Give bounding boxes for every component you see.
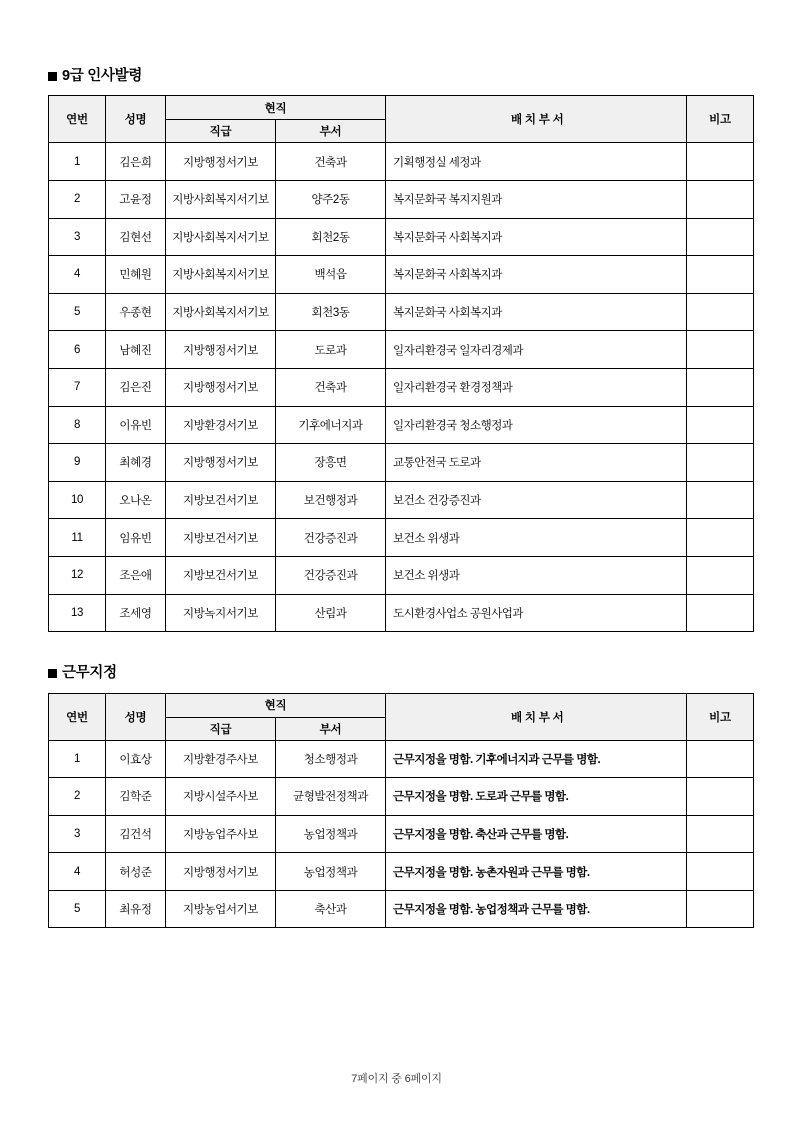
cell-dept: 농업정책과 [276,815,386,853]
cell-dept: 회천2동 [276,218,386,256]
table-row [49,293,754,331]
cell-no: 13 [49,594,106,632]
cell-name: 최유정 [106,890,166,928]
cell-rank: 지방환경주사보 [166,740,276,778]
cell-dept: 양주2동 [276,180,386,218]
cell-dept: 장흥면 [276,444,386,482]
cell-note [687,331,754,369]
cell-no: 10 [49,481,106,519]
cell-note [687,890,754,928]
cell-rank: 지방행정서기보 [166,444,276,482]
cell-placement: 근무지정을 명함. 도로과 근무를 명함. [386,778,687,816]
cell-rank: 지방사회복지서기보 [166,218,276,256]
column-header-note: 비고 [687,693,754,740]
cell-dept: 청소행정과 [276,740,386,778]
cell-placement: 복지문화국 복지지원과 [386,180,687,218]
cell-rank: 지방사회복지서기보 [166,180,276,218]
cell-note [687,778,754,816]
column-header-placement: 배 치 부 서 [386,693,687,740]
cell-rank: 지방행정서기보 [166,853,276,891]
cell-dept: 보건행정과 [276,481,386,519]
cell-name: 오나온 [106,481,166,519]
cell-note [687,815,754,853]
table-row [49,180,754,218]
cell-dept: 축산과 [276,890,386,928]
cell-no: 7 [49,368,106,406]
cell-placement: 보건소 위생과 [386,556,687,594]
cell-no: 12 [49,556,106,594]
column-header-note: 비고 [687,96,754,143]
cell-no: 4 [49,256,106,294]
cell-placement: 근무지정을 명함. 농촌자원과 근무를 명함. [386,853,687,891]
cell-no: 6 [49,331,106,369]
column-header-no: 연번 [49,693,106,740]
cell-name: 김은진 [106,368,166,406]
cell-placement: 근무지정을 명함. 농업정책과 근무를 명함. [386,890,687,928]
cell-rank: 지방농업주사보 [166,815,276,853]
cell-note [687,481,754,519]
table-row [49,143,754,181]
cell-rank: 지방보건서기보 [166,556,276,594]
section-heading [48,665,753,682]
table-row [49,815,754,853]
table-row [49,740,754,778]
section-title-text: 9급 인사발령 [62,68,143,84]
cell-name: 이유빈 [106,406,166,444]
square-bullet-icon [48,72,57,81]
column-header-rank: 직급 [166,120,276,143]
cell-rank: 지방보건서기보 [166,519,276,557]
table-body-2 [49,740,754,928]
cell-dept: 건강증진과 [276,519,386,557]
cell-placement: 기획행정실 세정과 [386,143,687,181]
cell-rank: 지방환경서기보 [166,406,276,444]
cell-name: 임유빈 [106,519,166,557]
column-header-name: 성명 [106,96,166,143]
cell-note [687,368,754,406]
table-row [49,406,754,444]
section-title-text: 근무지정 [62,665,117,682]
cell-placement: 복지문화국 사회복지과 [386,293,687,331]
cell-dept: 균형발전정책과 [276,778,386,816]
appointment-table-2 [48,693,754,929]
table-row [49,778,754,816]
cell-note [687,293,754,331]
cell-note [687,256,754,294]
cell-rank: 지방시설주사보 [166,778,276,816]
table-row [49,853,754,891]
table-row [49,519,754,557]
cell-placement: 교통안전국 도로과 [386,444,687,482]
cell-note [687,444,754,482]
cell-name: 이효상 [106,740,166,778]
cell-dept: 농업정책과 [276,853,386,891]
cell-name: 김건석 [106,815,166,853]
cell-no: 2 [49,778,106,816]
column-header-current: 현직 [166,693,386,717]
section-근무지정 [48,665,753,928]
cell-note [687,556,754,594]
column-header-no: 연번 [49,96,106,143]
cell-no: 11 [49,519,106,557]
cell-placement: 일자리환경국 청소행정과 [386,406,687,444]
cell-placement: 일자리환경국 일자리경제과 [386,331,687,369]
table-row [49,331,754,369]
cell-dept: 백석읍 [276,256,386,294]
cell-note [687,853,754,891]
cell-no: 1 [49,740,106,778]
column-header-dept: 부서 [276,120,386,143]
table-body-1 [49,143,754,632]
page-footer: 7페이지 중 6페이지 [351,1073,442,1085]
cell-name: 김학준 [106,778,166,816]
cell-no: 8 [49,406,106,444]
table-row [49,556,754,594]
cell-rank: 지방녹지서기보 [166,594,276,632]
cell-rank: 지방행정서기보 [166,331,276,369]
table-row [49,481,754,519]
cell-dept: 기후에너지과 [276,406,386,444]
cell-no: 3 [49,218,106,256]
cell-dept: 건강증진과 [276,556,386,594]
cell-name: 허성준 [106,853,166,891]
table-row [49,890,754,928]
table-row [49,218,754,256]
document-content [48,68,753,928]
cell-name: 고윤정 [106,180,166,218]
cell-no: 1 [49,143,106,181]
table-row [49,368,754,406]
cell-dept: 회천3동 [276,293,386,331]
cell-no: 9 [49,444,106,482]
cell-name: 김은희 [106,143,166,181]
cell-note [687,143,754,181]
column-header-dept: 부서 [276,717,386,740]
section-heading [48,68,753,85]
cell-rank: 지방사회복지서기보 [166,256,276,294]
cell-note [687,740,754,778]
cell-name: 조세영 [106,594,166,632]
cell-name: 최혜경 [106,444,166,482]
cell-no: 5 [49,890,106,928]
cell-dept: 건축과 [276,143,386,181]
cell-no: 4 [49,853,106,891]
appointment-table-1 [48,95,754,632]
cell-note [687,180,754,218]
table-header [49,96,754,143]
cell-placement: 보건소 위생과 [386,519,687,557]
cell-note [687,218,754,256]
column-header-rank: 직급 [166,717,276,740]
cell-name: 우종현 [106,293,166,331]
section-9급-인사발령 [48,68,753,632]
cell-name: 조은애 [106,556,166,594]
cell-placement: 보건소 건강증진과 [386,481,687,519]
cell-placement: 복지문화국 사회복지과 [386,256,687,294]
column-header-current: 현직 [166,96,386,120]
cell-name: 남혜진 [106,331,166,369]
column-header-placement: 배 치 부 서 [386,96,687,143]
cell-placement: 복지문화국 사회복지과 [386,218,687,256]
cell-note [687,594,754,632]
cell-rank: 지방사회복지서기보 [166,293,276,331]
cell-note [687,406,754,444]
cell-note [687,519,754,557]
cell-dept: 산림과 [276,594,386,632]
cell-placement: 근무지정을 명함. 축산과 근무를 명함. [386,815,687,853]
cell-no: 3 [49,815,106,853]
cell-placement: 근무지정을 명함. 기후에너지과 근무를 명함. [386,740,687,778]
cell-name: 김현선 [106,218,166,256]
cell-no: 5 [49,293,106,331]
section-spacer [48,632,753,665]
cell-dept: 도로과 [276,331,386,369]
cell-rank: 지방보건서기보 [166,481,276,519]
cell-rank: 지방행정서기보 [166,143,276,181]
cell-rank: 지방농업서기보 [166,890,276,928]
cell-no: 2 [49,180,106,218]
cell-placement: 일자리환경국 환경정책과 [386,368,687,406]
cell-dept: 건축과 [276,368,386,406]
table-header [49,693,754,740]
cell-rank: 지방행정서기보 [166,368,276,406]
table-row [49,594,754,632]
table-row [49,256,754,294]
column-header-name: 성명 [106,693,166,740]
table-row [49,444,754,482]
square-bullet-icon [48,669,57,678]
cell-name: 민혜원 [106,256,166,294]
cell-placement: 도시환경사업소 공원사업과 [386,594,687,632]
